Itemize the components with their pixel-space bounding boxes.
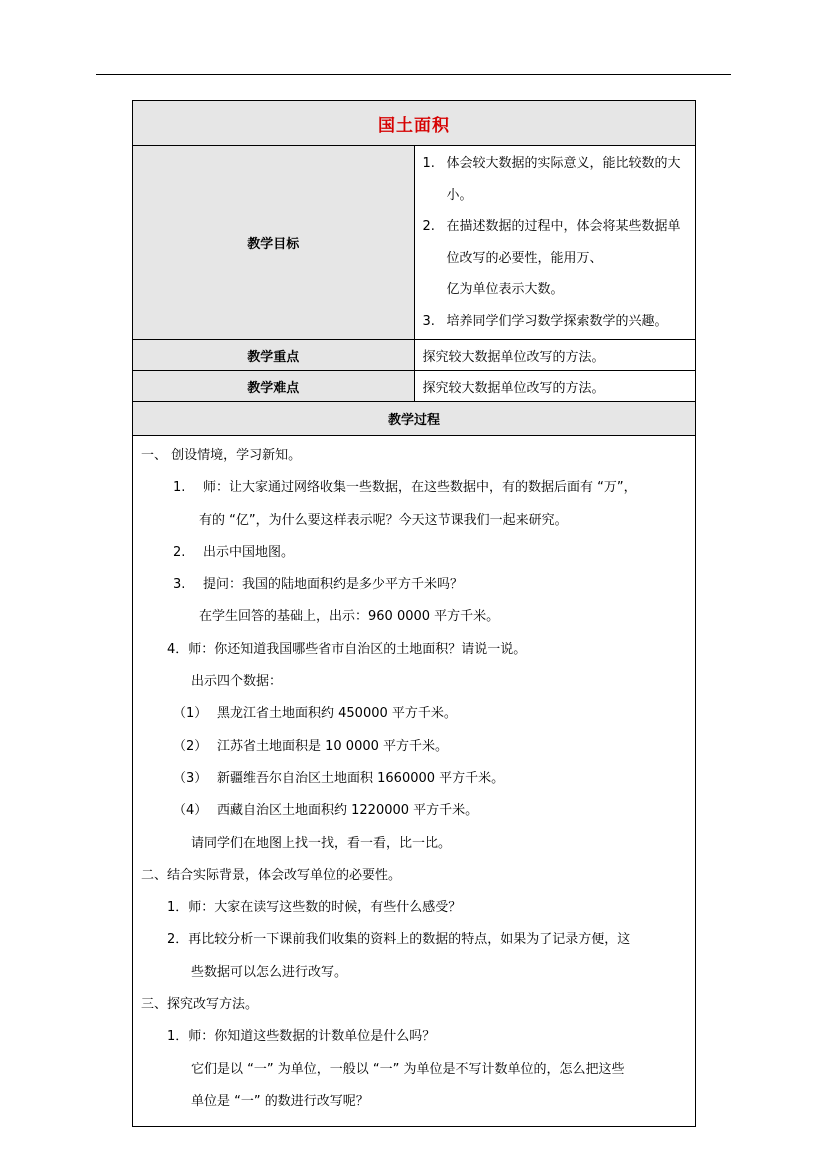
goal-text: 培养同学们学习数学探索数学的兴趣。 <box>446 313 668 329</box>
goal-item <box>423 306 686 338</box>
data-item-text: 西藏自治区土地面积约 1220000 平方千米。 <box>217 803 479 819</box>
data-item <box>141 698 687 730</box>
goal-item <box>423 148 686 211</box>
goals-cell <box>414 146 696 340</box>
data-item-text: 江苏省土地面积是 10 0000 平方千米。 <box>217 738 449 754</box>
item-number: 2. <box>173 544 186 560</box>
data-item <box>141 795 687 827</box>
section-heading: 一、 创设情境，学习新知。 <box>141 448 302 463</box>
paragraph-line: 有的 “亿”，为什么要这样表示呢？今天这节课我们一起来研究。 <box>199 512 568 528</box>
document-title: 国土面积 <box>133 101 696 146</box>
paragraph-line <box>141 537 687 569</box>
paragraph-line: 1．师：大家在读写这些数的时候，有些什么感受？ <box>167 900 462 916</box>
goal-text: 体会较大数据的实际意义，能比较数的大小。 <box>446 156 681 203</box>
difficulty-text: 探究较大数据单位改写的方法。 <box>414 371 696 402</box>
data-item-text: 黑龙江省土地面积约 450000 平方千米。 <box>217 706 457 722</box>
goal-number: 2. <box>422 219 435 234</box>
goal-item <box>423 211 686 274</box>
goal-text: 亿为单位表示大数。 <box>446 282 564 297</box>
paragraph-line: 1．师：你知道这些数据的计数单位是什么吗？ <box>167 1029 436 1045</box>
process-heading: 教学过程 <box>133 402 696 436</box>
paragraph-line: 它们是以 “一” 为单位，一般以 “一” 为单位是不写计数单位的，怎么把这些 <box>191 1061 625 1077</box>
item-text: 出示中国地图。 <box>203 544 295 560</box>
paragraph-line: 些数据可以怎么进行改写。 <box>191 964 348 980</box>
key-point-text: 探究较大数据单位改写的方法。 <box>414 340 696 371</box>
paragraph-line: 出示四个数据： <box>191 674 283 690</box>
data-item-number: （1） <box>173 706 208 722</box>
paragraph-line: 单位是 “一” 的数进行改写呢？ <box>191 1093 369 1109</box>
section-heading: 二、结合实际背景，体会改写单位的必要性。 <box>141 867 402 883</box>
goal-item <box>423 274 686 306</box>
difficulty-label: 教学难点 <box>133 371 415 402</box>
goal-number: 3. <box>422 313 435 329</box>
item-text: 提问：我国的陆地面积约是多少平方千米吗？ <box>203 577 464 593</box>
data-item <box>141 763 687 795</box>
goal-number: 1. <box>422 156 435 171</box>
paragraph-line: 4．师：你还知道我国哪些省市自治区的土地面积？请说一说。 <box>167 641 527 657</box>
paragraph-line: 2．再比较分析一下课前我们收集的资料上的数据的特点，如果为了记录方便，这 <box>167 932 631 948</box>
paragraph-line <box>141 569 687 601</box>
item-number: 1. <box>173 480 186 496</box>
header-rule <box>96 74 731 75</box>
data-item-number: （3） <box>173 770 208 786</box>
paragraph-line <box>141 472 687 504</box>
data-item-number: （4） <box>173 803 208 819</box>
lesson-plan-table <box>132 100 696 1127</box>
data-item-text: 新疆维吾尔自治区土地面积 1660000 平方千米。 <box>217 770 505 786</box>
paragraph-line: 请同学们在地图上找一找，看一看，比一比。 <box>191 835 452 851</box>
goal-number <box>423 274 447 306</box>
data-item-number: （2） <box>173 738 208 754</box>
section-heading: 三、探究改写方法。 <box>141 997 259 1013</box>
item-number: 3. <box>173 577 186 593</box>
process-body <box>133 436 696 1127</box>
key-point-label: 教学重点 <box>133 340 415 371</box>
goals-label: 教学目标 <box>133 146 415 340</box>
data-item <box>141 731 687 763</box>
goal-text: 在描述数据的过程中，体会将某些数据单位改写的必要性，能用万、 <box>446 219 681 266</box>
item-text: 师：让大家通过网络收集一些数据，在这些数据中，有的数据后面有 “万”， <box>203 480 637 496</box>
paragraph-line: 在学生回答的基础上，出示：960 0000 平方千米。 <box>199 609 500 625</box>
